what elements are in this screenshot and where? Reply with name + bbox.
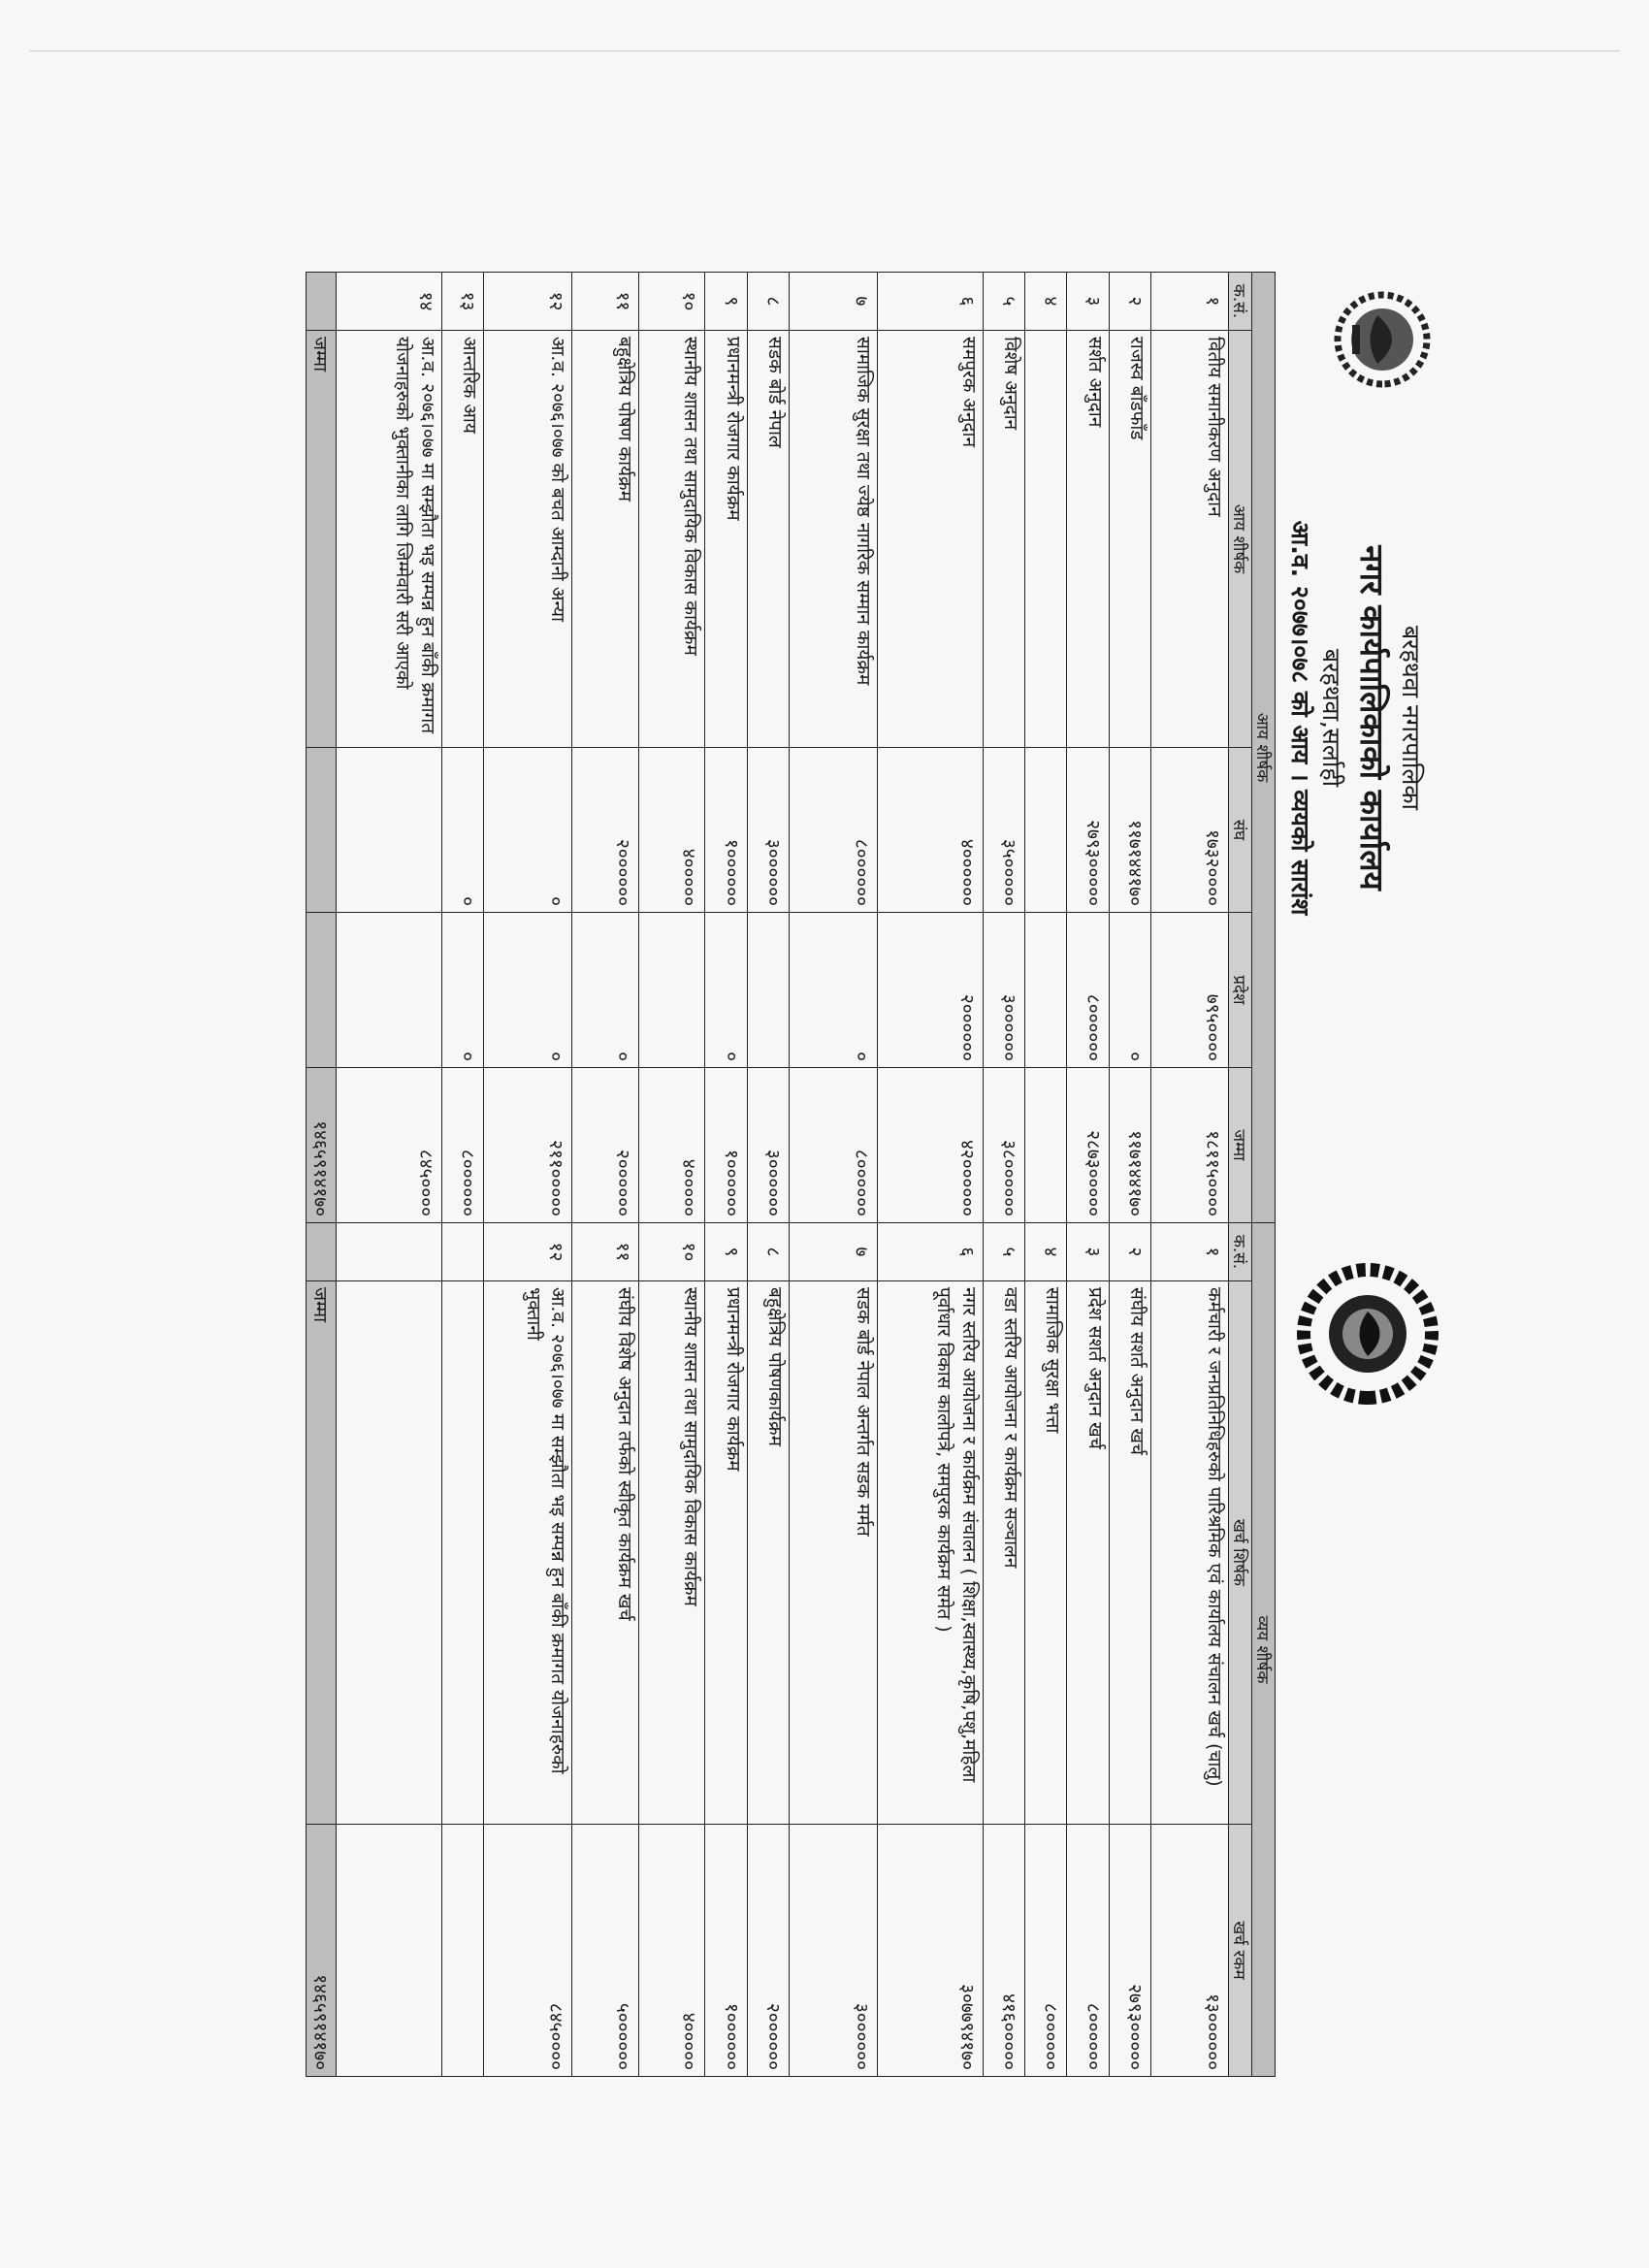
- expense-cell-title: आ.व. २०७६।०७७ मा सम्झौता भइ सम्पन्न हुन बाँकी क्रमागत योजनाहरुको भुक्तानी: [483, 1281, 571, 1825]
- document-subtitle: आ.व. २०७७।०७८ को आय । व्ययको सारांश: [1286, 520, 1314, 916]
- expense-cell-amount: ३००००००: [789, 1825, 877, 2077]
- expense-cell-amount: [441, 1825, 483, 2077]
- expense-row: [983, 1223, 1024, 2077]
- expense-cell-sn: ३: [1067, 1223, 1109, 1281]
- expense-cell-sn: ४: [1025, 1223, 1067, 1281]
- income-cell-sn: ३: [1067, 273, 1109, 331]
- income-cell-province: [747, 913, 789, 1068]
- income-cell-total: १८११५००००: [1151, 1068, 1229, 1223]
- income-col-total: जम्मा: [1229, 1068, 1252, 1223]
- income-cell-title: समपुरक अनुदान: [878, 331, 983, 748]
- expense-row: [1151, 1223, 1229, 2077]
- expense-col-amount: खर्च रकम: [1229, 1825, 1252, 2077]
- expense-cell-sn: ५: [983, 1223, 1024, 1281]
- expense-cell-amount: [337, 1825, 442, 2077]
- income-cell-total: ४०००००: [638, 1068, 704, 1223]
- income-row: [483, 273, 571, 1223]
- expense-row: [572, 1223, 638, 2077]
- income-cell-sn: ७: [789, 273, 877, 331]
- income-row: [705, 273, 747, 1223]
- expense-cell-title: वडा स्तरिय आयोजना र कार्यक्रम सञ्चालन: [983, 1281, 1024, 1825]
- income-cell-province: [337, 913, 442, 1068]
- expense-row: [705, 1223, 747, 2077]
- expense-cell-amount: २००००००: [747, 1825, 789, 2077]
- income-row: [1025, 273, 1067, 1223]
- official-seal-stamp: [1295, 1261, 1440, 1407]
- income-cell-total: २११०००००: [483, 1068, 571, 1223]
- income-cell-sn: ११: [572, 273, 638, 331]
- expense-cell-amount: २७९३०००००: [1109, 1825, 1150, 2077]
- income-cell-sn: ५: [983, 273, 1024, 331]
- expense-row: [1109, 1223, 1150, 2077]
- income-col-sn: क.सं.: [1229, 273, 1252, 331]
- expense-row: [747, 1223, 789, 2077]
- expense-row: [1025, 1223, 1067, 2077]
- expense-col-sn: क.सं.: [1229, 1223, 1252, 1281]
- income-cell-federal: ३००००००: [747, 748, 789, 913]
- income-cell-total: २००००००: [572, 1068, 638, 1223]
- income-row: [1067, 273, 1109, 1223]
- income-cell-total: १००००००: [705, 1068, 747, 1223]
- income-cell-total: ८४५००००: [337, 1068, 442, 1223]
- expense-cell-title: [441, 1281, 483, 1825]
- expense-row: [878, 1223, 983, 2077]
- expense-cell-title: स्थानीय शासन तथा सामुदायिक विकास कार्यक्रम: [638, 1281, 704, 1825]
- income-cell-total: ११७१४४१७०: [1109, 1068, 1150, 1223]
- income-row: [441, 273, 483, 1223]
- income-row: [789, 273, 877, 1223]
- income-cell-province: ०: [1109, 913, 1150, 1068]
- expense-cell-amount: ४०००००: [638, 1825, 704, 2077]
- expense-row: [1067, 1223, 1109, 2077]
- document-header: [1285, 233, 1455, 2086]
- income-cell-title: विशेष अनुदान: [983, 331, 1024, 748]
- income-cell-total: ८००००००: [441, 1068, 483, 1223]
- income-group-title: आय शीर्षक: [1252, 273, 1276, 1223]
- income-cell-sn: २: [1109, 273, 1150, 331]
- expense-table: [306, 1222, 1276, 2077]
- income-cell-province: ०: [572, 913, 638, 1068]
- expense-cell-amount: ८४५००००: [483, 1825, 571, 2077]
- income-cell-sn: ९: [705, 273, 747, 331]
- income-cell-title: [1025, 331, 1067, 748]
- income-cell-sn: ८: [747, 273, 789, 331]
- income-row: [638, 273, 704, 1223]
- income-cell-title: आन्तरिक आय: [441, 331, 483, 748]
- expense-group-title: व्यय शीर्षक: [1252, 1223, 1276, 2077]
- income-cell-total: ८००००००: [789, 1068, 877, 1223]
- municipality-name: बरहथवा नगरपालिका: [1397, 625, 1425, 811]
- income-row: [983, 273, 1024, 1223]
- expense-row: [337, 1223, 442, 2077]
- expense-cell-amount: ८००००००: [1067, 1825, 1109, 2077]
- expense-col-title: खर्च शिर्षक: [1229, 1281, 1252, 1825]
- income-row: [747, 273, 789, 1223]
- expense-cell-sn: २: [1109, 1223, 1150, 1281]
- expense-cell-amount: ४१६०००००: [983, 1825, 1024, 2077]
- income-cell-federal: [337, 748, 442, 913]
- office-title: नगर कार्यपालिकाको कार्यालय: [1353, 545, 1391, 891]
- income-cell-federal: ०: [483, 748, 571, 913]
- income-cell-total: [1025, 1068, 1067, 1223]
- expense-cell-title: संघीय विशेष अनुदान तर्फको स्वीकृत कार्यक्रम खर्च: [572, 1281, 638, 1825]
- income-cell-province: २००००००: [878, 913, 983, 1068]
- expense-cell-title: प्रदेश सशर्त अनुदान खर्च: [1067, 1281, 1109, 1825]
- income-cell-sn: ४: [1025, 273, 1067, 331]
- expense-cell-title: प्रधानमन्त्री रोजगार कार्यक्रम: [705, 1281, 747, 1825]
- income-cell-federal: १७३२००००: [1151, 748, 1229, 913]
- income-row: [572, 273, 638, 1223]
- income-total-label: जम्मा: [307, 331, 337, 748]
- income-cell-federal: ०: [441, 748, 483, 913]
- income-cell-province: ८००००००: [1067, 913, 1109, 1068]
- income-row: [337, 273, 442, 1223]
- income-cell-title: प्रधानमन्त्री रोजगार कार्यक्रम: [705, 331, 747, 748]
- income-cell-federal: ३५०००००: [983, 748, 1024, 913]
- income-row: [878, 273, 983, 1223]
- income-cell-sn: १३: [441, 273, 483, 331]
- expense-cell-sn: ९: [705, 1223, 747, 1281]
- income-cell-sn: १: [1151, 273, 1229, 331]
- income-cell-sn: १२: [483, 273, 571, 331]
- income-table: [306, 272, 1276, 1223]
- rotated-document: [291, 233, 1455, 2086]
- income-cell-federal: ८००००००: [789, 748, 877, 913]
- income-cell-total: ३००००००: [747, 1068, 789, 1223]
- income-cell-province: ०: [789, 913, 877, 1068]
- income-cell-sn: १०: [638, 273, 704, 331]
- income-row: [1151, 273, 1229, 1223]
- expense-cell-sn: ६: [878, 1223, 983, 1281]
- income-col-federal: संघ: [1229, 748, 1252, 913]
- income-cell-federal: ४०००००: [638, 748, 704, 913]
- income-cell-sn: १४: [337, 273, 442, 331]
- expense-cell-amount: १००००००: [705, 1825, 747, 2077]
- income-cell-province: ०: [441, 913, 483, 1068]
- expense-cell-title: बहुक्षेत्रिय पोषणकार्यक्रम: [747, 1281, 789, 1825]
- expense-cell-title: [337, 1281, 442, 1825]
- expense-cell-title: कर्मचारी र जनप्रतिनिधिहरुको पारिश्रमिक एवं कार्यालय संचालन खर्च (चालु): [1151, 1281, 1229, 1825]
- expense-cell-sn: १०: [638, 1223, 704, 1281]
- income-cell-total: २८७३०००००: [1067, 1068, 1109, 1223]
- expense-cell-title: सामाजिक सुरक्षा भत्ता: [1025, 1281, 1067, 1825]
- income-total-row: [307, 273, 337, 1223]
- income-cell-title: राजस्व बाँडफाँड: [1109, 331, 1150, 748]
- income-cell-province: ०: [483, 913, 571, 1068]
- income-col-province: प्रदेश: [1229, 913, 1252, 1068]
- income-cell-title: आ.व. २०७६।०७७ मा सम्झौता भइ सम्पन्न हुन बाँकी क्रमागत योजनाहरुको भुक्तानीका लागि जिम्मेवारी सरी आएको: [337, 331, 442, 748]
- expense-total-value: १४६५९१४१७०: [307, 1825, 337, 2077]
- expense-cell-sn: ७: [789, 1223, 877, 1281]
- office-address: बरहथवा,सर्लाही: [1317, 648, 1345, 788]
- expense-cell-sn: ११: [572, 1223, 638, 1281]
- expense-cell-title: सडक बोर्ड नेपाल अन्तर्गत सडक मर्मत: [789, 1281, 877, 1825]
- expense-total-row: [307, 1223, 337, 2077]
- income-cell-province: ०: [705, 913, 747, 1068]
- scan-edge-line: [29, 50, 1620, 51]
- expense-total-label: जम्मा: [307, 1281, 337, 1825]
- income-cell-title: बहुक्षेत्रिय पोषण कार्यक्रम: [572, 331, 638, 748]
- income-cell-province: ७९५००००: [1151, 913, 1229, 1068]
- income-total-value: १४६५९१४१७०: [307, 1068, 337, 1223]
- expense-cell-sn: ८: [747, 1223, 789, 1281]
- income-cell-total: ३८००००००: [983, 1068, 1024, 1223]
- income-cell-title: वितीय समानीकरण अनुदान: [1151, 331, 1229, 748]
- expense-row: [441, 1223, 483, 2077]
- expense-cell-title: नगर स्तरिय आयोजना र कार्यक्रम संचालन ( शिक्षा,स्वास्थ्य,कृषि,पशु,महिला पूर्वाधार विकास कालोपत्रे, समपुरक कार्यक्रम समेत ): [878, 1281, 983, 1825]
- expense-row: [789, 1223, 877, 2077]
- expense-cell-sn: १२: [483, 1223, 571, 1281]
- income-cell-total: ४२००००००: [878, 1068, 983, 1223]
- expense-cell-sn: [441, 1223, 483, 1281]
- expense-cell-title: संघीय सशर्त अनुदान खर्च: [1109, 1281, 1150, 1825]
- income-cell-federal: ११७१४४१७०: [1109, 748, 1150, 913]
- income-cell-sn: ६: [878, 273, 983, 331]
- expense-cell-sn: १: [1151, 1223, 1229, 1281]
- income-cell-federal: २७९३०००००: [1067, 748, 1109, 913]
- income-cell-federal: [1025, 748, 1067, 913]
- income-expense-tables: [306, 272, 1276, 2076]
- expense-row: [638, 1223, 704, 2077]
- income-cell-federal: २००००००: [572, 748, 638, 913]
- expense-cell-amount: ५००००००: [572, 1825, 638, 2077]
- income-cell-federal: १००००००: [705, 748, 747, 913]
- income-cell-title: स्थानीय शासन तथा सामुदायिक विकास कार्यक्रम: [638, 331, 704, 748]
- expense-cell-amount: ३०७७९४१७०: [878, 1825, 983, 2077]
- income-cell-title: आ.व. २०७६।०७७ को बचत आम्दानी अन्या: [483, 331, 571, 748]
- income-cell-title: सर्शत अनुदान: [1067, 331, 1109, 748]
- expense-cell-amount: ८००००००: [1025, 1825, 1067, 2077]
- income-cell-province: ३००००००: [983, 913, 1024, 1068]
- expense-cell-sn: [337, 1223, 442, 1281]
- income-cell-title: सडक बोर्ड नेपाल: [747, 331, 789, 748]
- income-row: [1109, 273, 1150, 1223]
- income-col-title: आय शीर्षक: [1229, 331, 1252, 748]
- income-cell-province: [638, 913, 704, 1068]
- income-cell-province: [1025, 913, 1067, 1068]
- income-cell-federal: ४००००००: [878, 748, 983, 913]
- expense-row: [483, 1223, 571, 2077]
- expense-cell-amount: १३००००००: [1151, 1825, 1229, 2077]
- income-cell-title: सामाजिक सुरक्षा तथा ज्येष्ठ नागरिक सम्मान कार्यक्रम: [789, 331, 877, 748]
